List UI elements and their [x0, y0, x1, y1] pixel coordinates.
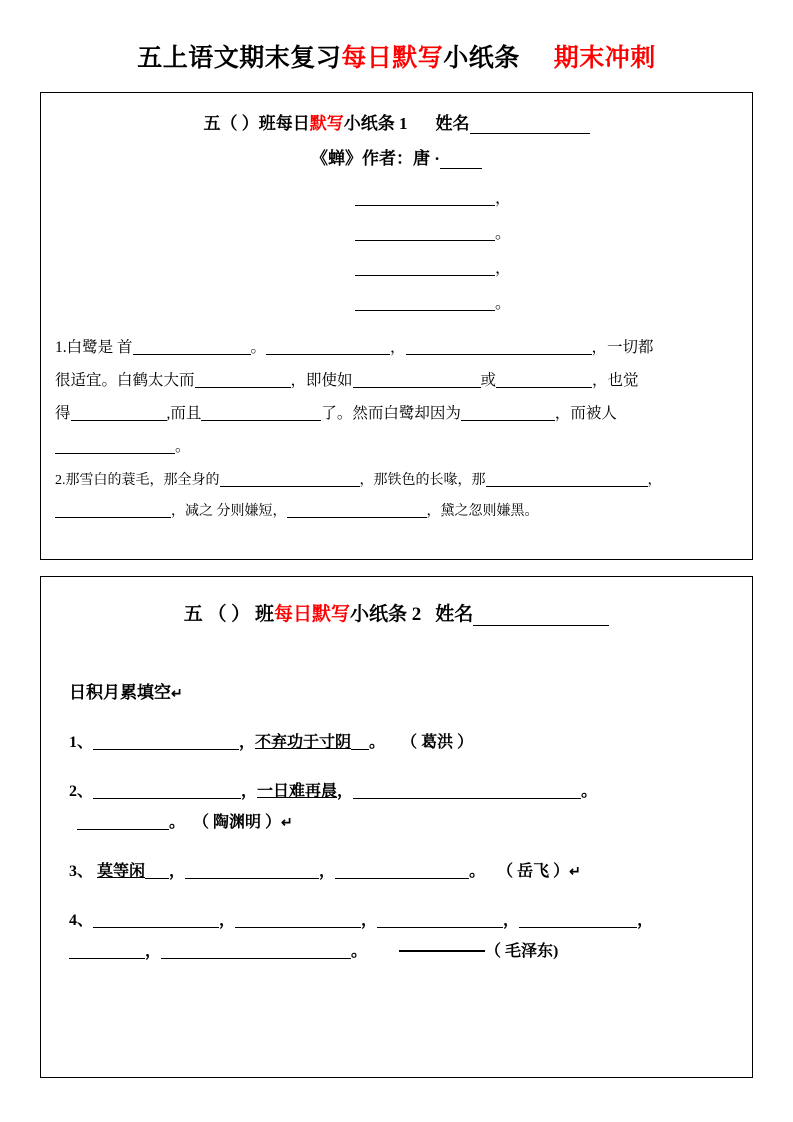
item2-answer: 一日难再晨	[257, 783, 338, 800]
q2-blank-2[interactable]	[486, 471, 648, 487]
card1-question-2	[55, 465, 738, 527]
q1-blank-9[interactable]	[461, 405, 555, 421]
item2-period2: 。	[169, 814, 186, 831]
item4-blank-2[interactable]	[235, 912, 361, 928]
page-title-part1: 五上语文期末复习	[137, 45, 342, 72]
item1-number: 1、	[69, 734, 94, 751]
q1-text-1: 白鹭是 首	[66, 339, 133, 356]
q1-text-6: ，即使如	[290, 372, 353, 389]
q1-blank-7[interactable]	[71, 405, 167, 421]
q1-text-9: 得	[55, 405, 71, 422]
pilcrow-icon: ↵	[171, 685, 183, 701]
worksheet-card-2	[40, 576, 753, 1078]
page-title-subtitle: 期末冲刺	[553, 45, 656, 72]
item3-number: 3、	[69, 863, 94, 880]
card1-name-input[interactable]	[470, 117, 590, 134]
item2-period: 。	[581, 783, 598, 800]
page-title-highlight: 每日默写	[341, 45, 444, 72]
poem-blank-row	[355, 220, 738, 255]
item2-blank-3[interactable]	[77, 814, 169, 830]
item1-period: 。	[369, 734, 386, 751]
q1-blank-4[interactable]	[195, 372, 291, 388]
q1-blank-8[interactable]	[201, 405, 321, 421]
item4-comma2: ，	[361, 912, 378, 929]
q1-text-10: ,而且	[166, 405, 202, 422]
item2-author: （ 陶渊明 ）	[193, 814, 282, 831]
q1-text-2: 。	[250, 339, 267, 356]
card1-poem-title-text: 《蝉》作者：唐 ·	[311, 149, 440, 168]
q1-text-12: ，而被人	[554, 405, 617, 422]
poem-punct: ，	[495, 260, 512, 277]
item4-blank-6[interactable]	[161, 943, 351, 959]
q2-text-2: ，那铁色的长喙，那	[359, 473, 486, 488]
q1-blank-5[interactable]	[353, 372, 481, 388]
poem-punct: 。	[495, 295, 512, 312]
item1-answer: 不弃功于寸阴	[255, 734, 352, 751]
item4-blank-3[interactable]	[377, 912, 503, 928]
card2-name-label: 姓名	[435, 604, 474, 625]
card2-header-post: 小纸条 2	[350, 604, 422, 625]
item3-author: （ 岳飞 ）	[497, 863, 570, 880]
page-title-part3: 小纸条	[443, 45, 520, 72]
card2-item-1	[69, 729, 738, 752]
card2-header	[55, 599, 738, 626]
card2-section-title-text: 日积月累填空	[69, 683, 171, 702]
q1-blank-1[interactable]	[133, 339, 251, 355]
q1-blank-2[interactable]	[266, 339, 390, 355]
item4-blank-4[interactable]	[519, 912, 637, 928]
item4-period: 。	[351, 943, 368, 960]
q1-text-5: 很适宜。白鹤太大而	[55, 372, 195, 389]
item4-blank-5[interactable]	[69, 943, 145, 959]
pilcrow-icon: ↵	[281, 814, 293, 830]
item3-comma: ，	[169, 863, 186, 880]
item2-number: 2、	[69, 783, 94, 800]
item1-blank-1[interactable]	[93, 734, 239, 750]
card1-header-highlight: 默写	[309, 114, 344, 133]
item1-author: （ 葛洪 ）	[401, 734, 474, 751]
item4-comma3: ，	[503, 912, 520, 929]
em-dash-rule	[399, 942, 485, 952]
item4-comma5: ，	[145, 943, 162, 960]
item4-author: （ 毛泽东)	[485, 943, 559, 960]
item2-comma: ，	[241, 783, 258, 800]
card1-question-1	[55, 331, 738, 463]
poem-punct: 。	[495, 225, 512, 242]
card2-item-4-line2	[69, 938, 738, 961]
q1-text-8: ，也觉	[592, 372, 639, 389]
item3-blank-2[interactable]	[185, 863, 319, 879]
item4-number: 4、	[69, 912, 94, 929]
poem-blank-input[interactable]	[355, 293, 495, 311]
card1-poem-blanks	[55, 185, 738, 325]
item1-blank-2[interactable]	[351, 734, 369, 750]
item3-period: 。	[469, 863, 486, 880]
item2-comma2: ，	[337, 783, 354, 800]
q1-blank-3[interactable]	[406, 339, 592, 355]
item4-comma4: ，	[637, 912, 654, 929]
item1-comma: ，	[239, 734, 256, 751]
card2-item-3	[69, 858, 738, 881]
q1-text-13: 。	[175, 438, 191, 455]
poem-blank-input[interactable]	[355, 188, 495, 206]
poem-punct: ，	[495, 190, 512, 207]
poem-blank-row	[355, 185, 738, 220]
item3-blank-1[interactable]	[145, 863, 169, 879]
q2-text-5: ，黛之忽则嫌黑。	[426, 504, 539, 519]
q1-text-7: 或	[480, 372, 497, 389]
card2-header-pre: 五 （ ） 班	[183, 604, 274, 625]
card1-header-pre: 五（ ）班每日	[203, 114, 310, 133]
worksheet-card-1	[40, 92, 753, 560]
poem-blank-input[interactable]	[355, 223, 495, 241]
q2-blank-4[interactable]	[287, 502, 427, 518]
q2-text-4: ，减之 分则嫌短，	[171, 504, 287, 519]
card2-item-2-line2	[69, 809, 738, 832]
item4-blank-1[interactable]	[93, 912, 219, 928]
q2-number: 2.	[55, 473, 66, 488]
card2-item-2	[69, 778, 738, 801]
card2-item-4	[69, 907, 738, 930]
card2-header-highlight: 每日默写	[273, 604, 350, 625]
q2-blank-1[interactable]	[220, 471, 360, 487]
q1-text-4: ，一切都	[591, 339, 654, 356]
q1-blank-10[interactable]	[55, 438, 175, 454]
q1-blank-6[interactable]	[496, 372, 592, 388]
item3-comma2: ，	[319, 863, 336, 880]
q1-text-11: 了。然而白鹭却因为	[321, 405, 461, 422]
q2-text-1: 那雪白的蓑毛，那全身的	[65, 473, 220, 488]
card2-section-title	[69, 678, 738, 703]
poem-blank-row	[355, 255, 738, 290]
item3-answer: 莫等闲	[97, 863, 146, 880]
pilcrow-icon: ↵	[569, 863, 581, 879]
q1-number: 1.	[55, 339, 67, 356]
item3-blank-3[interactable]	[335, 863, 469, 879]
item4-comma: ，	[219, 912, 236, 929]
card1-header	[55, 109, 738, 134]
q2-text-3: ，	[647, 473, 662, 488]
card1-author-blank[interactable]	[440, 152, 482, 169]
card2-name-input[interactable]	[473, 607, 609, 626]
poem-blank-input[interactable]	[355, 258, 495, 276]
q1-text-3: ，	[390, 339, 406, 356]
page-title	[40, 38, 753, 74]
item2-blank-1[interactable]	[93, 783, 241, 799]
card1-poem-title	[55, 144, 738, 169]
card1-header-post: 小纸条 1	[343, 114, 408, 133]
item2-blank-2[interactable]	[353, 783, 581, 799]
card1-name-label: 姓名	[435, 114, 470, 133]
poem-blank-row	[355, 290, 738, 325]
q2-blank-3[interactable]	[55, 502, 171, 518]
